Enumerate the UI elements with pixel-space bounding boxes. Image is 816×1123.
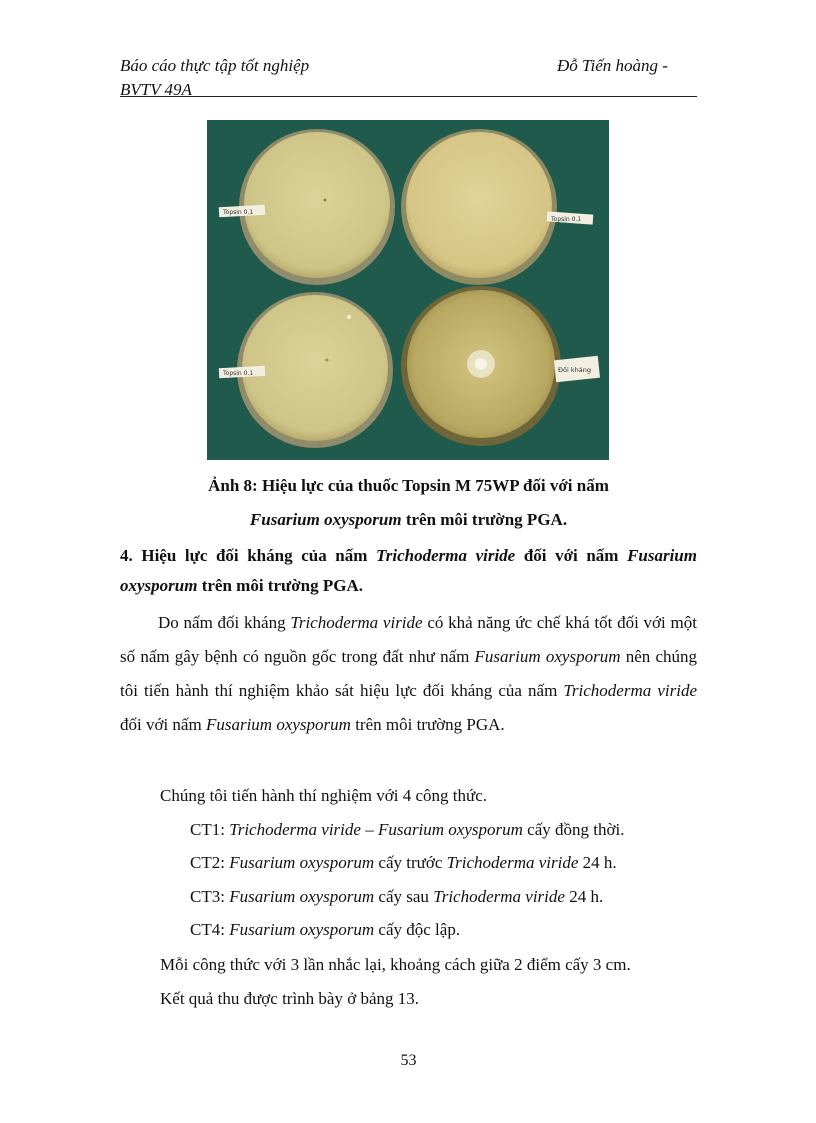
formula-species: Trichoderma viride – Fusarium oxysporum (229, 820, 523, 839)
paragraph-text: trên môi trường PGA. (350, 715, 505, 734)
formula-ct4 (190, 920, 460, 940)
section-heading-species-2: Fusarium oxysporum (120, 546, 697, 595)
paragraph-species: Fusarium oxysporum (205, 715, 351, 734)
section-heading-middle: đối với nấm (515, 546, 628, 565)
section-heading-prefix: 4. Hiệu lực đối kháng của nấm (120, 546, 376, 565)
replicates-note: Mỗi công thức với 3 lần nhắc lại, khoảng cách giữa 2 điểm cấy 3 cm. (160, 955, 631, 974)
paragraph-text: nên chúng tôi tiến hành thí nghiệm khảo sát hiệu lực đối kháng của nấm (120, 647, 698, 700)
formula-text: cấy đồng thời. (522, 820, 625, 839)
formula-ct3 (190, 887, 603, 907)
formula-species: Fusarium oxysporum (229, 887, 375, 906)
formula-text: cấy sau (374, 887, 434, 906)
formula-text: cấy độc lập. (374, 920, 461, 939)
petri-dish-photo (207, 120, 609, 460)
formula-text: cấy trước (374, 853, 447, 872)
paragraph-species: Fusarium oxysporum (474, 647, 621, 666)
figure-caption-line1: Ảnh 8: Hiệu lực của thuốc Topsin M 75WP đối với nấm (208, 476, 609, 495)
section-heading (120, 541, 697, 601)
formula-code: CT2: (190, 853, 230, 872)
caption-species: Fusarium oxysporum (249, 510, 402, 529)
paragraph-species: Trichoderma viride (290, 613, 423, 632)
petri-dish-illustration (207, 120, 609, 460)
formula-ct2 (190, 853, 617, 873)
dish-label: Topsin 0.1 (551, 216, 582, 223)
formula-code: CT3: (190, 887, 230, 906)
formula-species: Fusarium oxysporum (229, 920, 375, 939)
experiment-intro: Chúng tôi tiến hành thí nghiệm với 4 công thức. (160, 786, 488, 805)
header-author: Đỗ Tiến hoàng - (557, 56, 668, 75)
figure-caption-line2 (120, 510, 697, 530)
paragraph-text: có khả năng ức chế khá tốt đối với một số nấm gây bệnh có nguồn gốc trong đất như nấm (120, 613, 697, 666)
body-paragraph (120, 606, 697, 742)
formula-code: CT4: (190, 920, 230, 939)
section-heading-species-1: Trichoderma viride (376, 546, 516, 565)
header-report-title: Báo cáo thực tập tốt nghiệp (120, 56, 310, 75)
formula-text: 24 h. (578, 853, 617, 872)
formula-code: CT1: (190, 820, 230, 839)
paragraph-text: đối với nấm (120, 715, 206, 734)
caption-medium: trên môi trường PGA. (401, 510, 568, 529)
section-heading-suffix: trên môi trường PGA. (197, 576, 363, 595)
header-rule (120, 96, 697, 97)
paragraph-species: Trichoderma viride (563, 681, 697, 700)
formula-text: 24 h. (564, 887, 604, 906)
dish-label: Topsin 0.1 (223, 370, 254, 377)
formula-ct1 (190, 820, 624, 840)
dish-label: Đối kháng (558, 366, 591, 374)
result-note: Kết quả thu được trình bày ở bảng 13. (160, 989, 420, 1008)
header-class: BVTV 49A (120, 80, 192, 99)
page-number: 53 (400, 1052, 417, 1069)
formula-species: Trichoderma viride (446, 853, 579, 872)
paragraph-text: Do nấm đối kháng (158, 613, 291, 632)
formula-species: Trichoderma viride (433, 887, 565, 906)
formula-species: Fusarium oxysporum (229, 853, 375, 872)
dish-label: Topsin 0.1 (223, 209, 254, 216)
